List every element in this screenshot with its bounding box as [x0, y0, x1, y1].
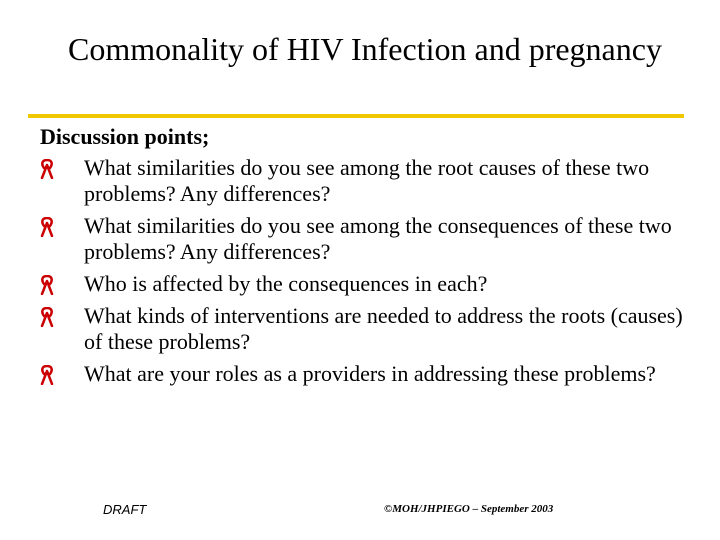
copyright-notice: ©MOH/JHPIEGO – September 2003 — [384, 503, 554, 515]
list-item — [40, 271, 690, 297]
draft-label: DRAFT — [103, 502, 147, 517]
slide-title: Commonality of HIV Infection and pregnancy — [68, 31, 662, 67]
list-item-text: What kinds of interventions are needed to address the roots (causes) of these problems? — [84, 303, 683, 354]
discussion-heading: Discussion points; — [40, 124, 210, 149]
list-item — [40, 155, 690, 207]
discussion-list — [40, 155, 690, 387]
red-ribbon-icon — [40, 275, 54, 295]
red-ribbon-icon — [40, 159, 54, 179]
list-item-text: Who is affected by the consequences in each? — [84, 271, 488, 296]
red-ribbon-icon — [40, 365, 54, 385]
title-underline — [28, 114, 684, 118]
red-ribbon-icon — [40, 217, 54, 237]
list-item — [40, 303, 690, 355]
list-item — [40, 361, 690, 387]
list-item-text: What similarities do you see among the consequences of these two problems? Any differences? — [84, 213, 672, 264]
list-item — [40, 213, 690, 265]
list-item-text: What similarities do you see among the root causes of these two problems? Any differences? — [84, 155, 650, 206]
list-item-text: What are your roles as a providers in addressing these problems? — [84, 361, 656, 386]
red-ribbon-icon — [40, 307, 54, 327]
slide-content — [40, 124, 690, 393]
